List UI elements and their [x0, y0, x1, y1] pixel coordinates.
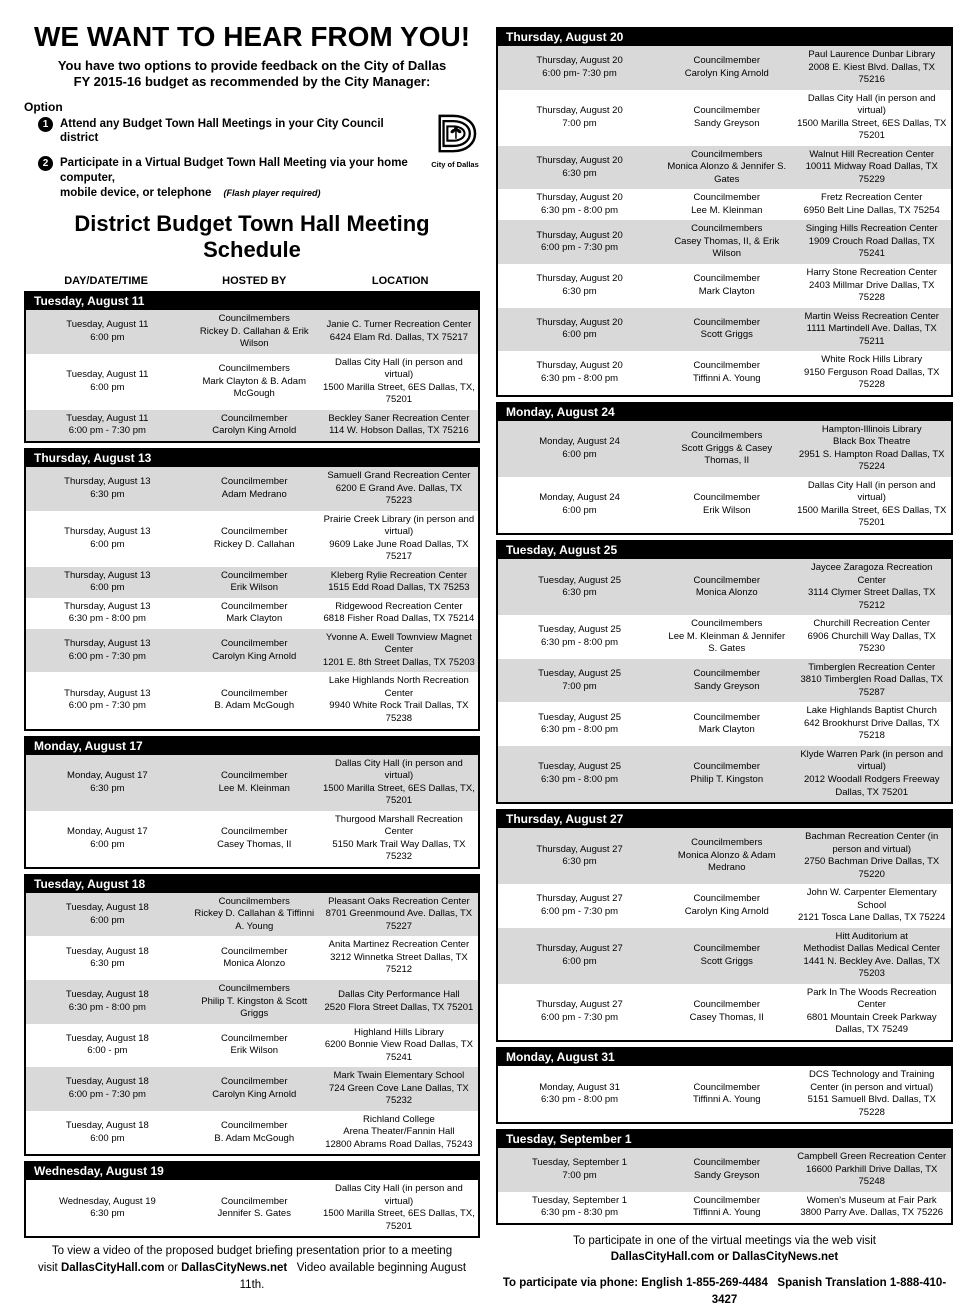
meeting-hosted-by: Councilmember Sandy Greyson [693, 105, 761, 129]
meeting-row [26, 511, 478, 567]
meeting-location: Pleasant Oaks Recreation Center 8701 Greenmound Ave. Dallas, TX 75227 [325, 895, 473, 932]
meeting-day-date-time: Thursday, August 20 6:30 pm [536, 154, 623, 179]
table-column-headers [24, 275, 480, 287]
meeting-hosted-by: Councilmembers Rickey D. Callahan & Tiffinni A. Young [194, 895, 315, 932]
meeting-hosted-by: Councilmembers Monica Alonzo & Jennifer S. Gates [667, 148, 787, 185]
logo-caption: City of Dallas [431, 159, 479, 169]
meeting-hosted-by: Councilmember Scott Griggs [693, 316, 761, 341]
meeting-location: Dallas City Hall (in person and virtual) 1500 Marilla Street, 6ES Dallas, TX 75201 [797, 92, 947, 142]
meeting-location: Lake Highlands North Recreation Center 9940 White Rock Trail Dallas, TX 75238 [328, 675, 469, 724]
meeting-row [498, 984, 951, 1040]
meeting-row [26, 755, 478, 811]
footer-line [24, 1243, 480, 1260]
meeting-location: Ridgewood Recreation Center 6818 Fisher Road Dallas, TX 75214 [323, 600, 475, 625]
meeting-hosted-by: Councilmember Carolyn King Arnold [684, 55, 769, 79]
meeting-location: Dallas City Hall (in person and virtual) 1500 Marilla Street, 6ES Dallas, TX, 75201 [322, 356, 475, 406]
meeting-location: Highland Hills Library 6200 Bonnie View Road Dallas, TX 75241 [324, 1026, 473, 1063]
schedule-section [24, 736, 480, 869]
meeting-location: Women's Museum at Fair Park 3800 Parry Ave. Dallas, TX 75226 [800, 1194, 944, 1219]
meeting-hosted-by: Councilmember Tiffinni A. Young [692, 1194, 761, 1219]
section-date-header: Tuesday, August 11 [26, 293, 478, 310]
meeting-row [498, 90, 951, 146]
footer-line [496, 1233, 953, 1250]
meeting-location: Harry Stone Recreation Center 2403 Millmar Drive Dallas, TX 75228 [806, 266, 937, 304]
option-text: Participate in a Virtual Budget Town Hall Meeting via your home computer, mobile device, or telephone (Flash player required) [60, 157, 408, 200]
meeting-hosted-by: Councilmember Sandy Greyson [693, 1157, 761, 1181]
option-label: Option [24, 99, 63, 114]
footer-line [24, 1260, 480, 1293]
meeting-day-date-time: Tuesday, August 11 6:00 pm [66, 319, 149, 343]
left-footer-note [24, 1243, 480, 1293]
meeting-row [26, 629, 478, 673]
meeting-hosted-by: Councilmember Erik Wilson [220, 1032, 288, 1057]
meeting-day-date-time: Thursday, August 20 6:00 pm - 7:30 pm [536, 229, 623, 254]
meeting-day-date-time: Tuesday, August 18 6:30 pm - 8:00 pm [65, 989, 149, 1013]
meeting-row [498, 264, 951, 308]
section-date-header: Tuesday, August 18 [26, 876, 478, 893]
section-date-header: Thursday, August 20 [498, 29, 951, 46]
meeting-day-date-time: Monday, August 17 6:30 pm [67, 770, 148, 794]
meeting-row [498, 928, 951, 984]
meeting-location: Singing Hills Recreation Center 1909 Crouch Road Dallas, TX 75241 [805, 223, 938, 260]
footer-text-segment: DallasCityHall.com [60, 1262, 165, 1275]
meeting-row [498, 559, 951, 615]
option-text: Attend any Budget Town Hall Meetings in your City Council district [60, 117, 384, 145]
options-block [24, 117, 480, 202]
footer-text-segment: To view a video of the proposed budget briefing presentation prior to a meeting [51, 1245, 453, 1258]
meeting-hosted-by: Councilmember B. Adam McGough [214, 687, 295, 712]
meeting-day-date-time: Monday, August 24 6:00 pm [539, 436, 620, 460]
meeting-day-date-time: Thursday, August 20 6:00 pm- 7:30 pm [536, 55, 623, 79]
meeting-day-date-time: Thursday, August 13 6:30 pm - 8:00 pm [64, 600, 151, 625]
meeting-location: Dallas City Hall (in person and virtual) 1500 Marilla Street, 6ES Dallas, TX, 75201 [322, 1183, 475, 1232]
section-date-header: Tuesday, September 1 [498, 1131, 951, 1148]
footer-text-segment: DallasCityNews.net [181, 1262, 288, 1275]
option-2 [38, 156, 418, 201]
option-1 [38, 117, 418, 147]
column-header-day-date-time: DAY/DATE/TIME [64, 275, 148, 288]
meeting-location: Prairie Creek Library (in person and virtual) 9609 Lake June Road Dallas, TX 75217 [323, 513, 475, 563]
meeting-day-date-time: Monday, August 17 6:00 pm [67, 826, 148, 850]
meeting-day-date-time: Thursday, August 27 6:00 pm - 7:30 pm [536, 893, 623, 917]
meeting-row [26, 310, 478, 354]
meeting-day-date-time: Tuesday, August 25 6:30 pm - 8:00 pm [538, 624, 621, 648]
footer-text-segment: DallasCityHall.com or DallasCityNews.net [610, 1251, 839, 1264]
meeting-hosted-by: Councilmember Monica Alonzo [220, 945, 288, 970]
meeting-row [26, 410, 478, 441]
meeting-hosted-by: Councilmember Rickey D. Callahan [213, 526, 295, 550]
meeting-day-date-time: Wednesday, August 19 6:30 pm [58, 1195, 156, 1220]
page-title: WE WANT TO HEAR FROM YOU! [33, 21, 471, 52]
footer-text-segment: Video available beginning August 11th. [239, 1262, 467, 1291]
meeting-day-date-time: Tuesday, August 25 6:30 pm - 8:00 pm [538, 761, 621, 785]
meeting-day-date-time: Thursday, August 20 6:30 pm - 8:00 pm [536, 192, 623, 216]
meeting-row [26, 811, 478, 867]
meeting-hosted-by: Councilmembers Philip T. Kingston & Scott Griggs [201, 982, 308, 1020]
meeting-day-date-time: Thursday, August 20 6:30 pm [536, 273, 623, 297]
column-header-location: LOCATION [371, 275, 429, 288]
meeting-hosted-by: Councilmembers Scott Griggs & Casey Thomas, II [681, 430, 773, 467]
meeting-row [498, 1192, 951, 1223]
meeting-location: Yvonne A. Ewell Townview Magnet Center 1201 E. 8th Street Dallas, TX 75203 [322, 631, 475, 668]
schedule-section [24, 874, 480, 1157]
meeting-day-date-time: Tuesday, August 11 6:00 pm [66, 369, 149, 393]
meeting-location: Dallas City Hall (in person and virtual) 1500 Marilla Street, 6ES Dallas, TX, 75201 [322, 757, 475, 807]
option-number-badge-icon: 2 [38, 156, 53, 171]
footer-line [496, 1275, 953, 1308]
meeting-day-date-time: Monday, August 31 6:30 pm - 8:00 pm [539, 1081, 620, 1106]
left-column [24, 0, 480, 1293]
meeting-location: Hampton-Illinois Library Black Box Theatre 2951 S. Hampton Road Dallas, TX 75224 [798, 423, 945, 473]
meeting-location: Klyde Warren Park (in person and virtual) 2012 Woodall Rodgers Freeway Dallas, TX 75201 [800, 748, 944, 798]
meeting-day-date-time: Tuesday, August 18 6:00 pm [65, 1120, 149, 1144]
meeting-row [498, 146, 951, 190]
meeting-hosted-by: Councilmember Adam Medrano [220, 476, 288, 500]
meeting-hosted-by: Councilmembers Lee M. Kleinman & Jennifer S. Gates [668, 618, 786, 655]
meeting-day-date-time: Thursday, August 27 6:30 pm [536, 843, 623, 868]
right-column [496, 27, 953, 1308]
section-date-header: Monday, August 17 [26, 738, 478, 755]
meeting-day-date-time: Thursday, August 13 6:30 pm [64, 476, 151, 500]
footer-text-segment: To participate via phone: English 1-855-269-4484 Spanish Translation 1-888-410-3427 [502, 1277, 947, 1306]
meeting-location: Beckley Saner Recreation Center 114 W. Hobson Dallas, TX 75216 [328, 412, 470, 437]
subtitle-line-1: You have two options to provide feedback on the City of Dallas [57, 58, 447, 73]
schedule-section [496, 540, 953, 804]
meeting-row [26, 980, 478, 1024]
meeting-day-date-time: Thursday, August 13 6:00 pm - 7:30 pm [64, 687, 151, 712]
meeting-row [498, 1148, 951, 1192]
meeting-location: Anita Martinez Recreation Center 3212 Winnetka Street Dallas, TX 75212 [328, 939, 470, 976]
meeting-hosted-by: Councilmember Mark Clayton [220, 600, 288, 625]
meeting-hosted-by: Councilmember Sandy Greyson [693, 667, 761, 692]
meeting-row [498, 702, 951, 746]
meeting-location: Janie C. Turner Recreation Center 6424 Elam Rd. Dallas, TX 75217 [326, 319, 472, 343]
section-date-header: Thursday, August 27 [498, 811, 951, 828]
meeting-hosted-by: Councilmembers Casey Thomas, II, & Erik Wilson [674, 223, 780, 260]
meeting-day-date-time: Tuesday, August 11 6:00 pm - 7:30 pm [66, 412, 149, 437]
meeting-row [26, 598, 478, 629]
meeting-row [26, 567, 478, 598]
option-number-badge-icon: 1 [38, 117, 53, 132]
meeting-row [26, 1180, 478, 1236]
right-footer-note [496, 1233, 953, 1308]
meeting-location: DCS Technology and Training Center (in person and virtual) 5151 Samuell Blvd. Dallas, TX 75228 [807, 1069, 936, 1118]
meeting-day-date-time: Tuesday, September 1 6:30 pm - 8:30 pm [532, 1194, 628, 1219]
schedule-title: District Budget Town Hall Meeting Schedule [74, 211, 430, 263]
meeting-location: Walnut Hill Recreation Center 10011 Midway Road Dallas, TX 75229 [805, 148, 938, 185]
schedule-section [496, 1129, 953, 1225]
meeting-location: Fretz Recreation Center 6950 Belt Line Dallas, TX 75254 [803, 192, 940, 216]
meeting-location: Richland College Arena Theater/Fannin Hall 12800 Abrams Road Dallas, 75243 [325, 1113, 473, 1150]
meeting-row [498, 746, 951, 802]
meeting-hosted-by: Councilmember Philip T. Kingston [690, 761, 764, 785]
meeting-row [26, 1111, 478, 1155]
section-date-header: Tuesday, August 25 [498, 542, 951, 559]
meeting-row [498, 615, 951, 659]
section-date-header: Wednesday, August 19 [26, 1163, 478, 1180]
meeting-row [498, 828, 951, 884]
meeting-hosted-by: Councilmember Carolyn King Arnold [684, 893, 769, 917]
meeting-location: Dallas City Performance Hall 2520 Flora Street Dallas, TX 75201 [324, 989, 474, 1013]
schedule-section [496, 402, 953, 535]
meeting-hosted-by: Councilmember Casey Thomas, II [217, 826, 292, 850]
options-list [24, 117, 418, 202]
option-note: (Flash player required) [223, 188, 321, 199]
meeting-day-date-time: Thursday, August 20 7:00 pm [536, 105, 623, 129]
meeting-location: Kleberg Rylie Recreation Center 1515 Edd Road Dallas, TX 75253 [328, 569, 470, 594]
meeting-location: Churchill Recreation Center 6906 Churchill Way Dallas, TX 75230 [807, 618, 936, 655]
meeting-location: Campbell Green Recreation Center 16600 Parkhill Drive Dallas, TX 75248 [797, 1151, 947, 1188]
meeting-row [498, 477, 951, 533]
meeting-day-date-time: Tuesday, August 25 6:30 pm - 8:00 pm [538, 711, 621, 736]
footer-text-segment: To participate in one of the virtual meetings via the web visit [573, 1234, 876, 1247]
column-header-hosted-by: HOSTED BY [222, 275, 287, 288]
meeting-day-date-time: Thursday, August 20 6:00 pm [536, 316, 623, 341]
meeting-row [498, 189, 951, 220]
meeting-hosted-by: Councilmembers Mark Clayton & B. Adam McGough [202, 363, 306, 400]
dallas-d-tree-icon [430, 142, 480, 159]
meeting-hosted-by: Councilmember B. Adam McGough [214, 1120, 295, 1144]
meeting-hosted-by: Councilmember Lee M. Kleinman [691, 192, 763, 216]
meeting-row [498, 659, 951, 703]
section-date-header: Thursday, August 13 [26, 450, 478, 467]
meeting-location: Hitt Auditorium at Methodist Dallas Medical Center 1441 N. Beckley Ave. Dallas, TX 75203 [803, 930, 941, 980]
meeting-hosted-by: Councilmember Mark Clayton [693, 711, 761, 736]
meeting-location: Bachman Recreation Center (in person and virtual) 2750 Bachman Drive Dallas, TX 75220 [804, 831, 940, 880]
meeting-day-date-time: Thursday, August 13 6:00 pm - 7:30 pm [64, 638, 151, 662]
meeting-hosted-by: Councilmember Casey Thomas, II [689, 999, 764, 1023]
meeting-day-date-time: Thursday, August 27 6:00 pm [536, 943, 623, 967]
section-date-header: Monday, August 24 [498, 404, 951, 421]
schedule-section [496, 809, 953, 1042]
schedule-section [496, 1047, 953, 1124]
meeting-hosted-by: Councilmember Monica Alonzo [693, 574, 761, 599]
schedule-section [24, 448, 480, 731]
meeting-day-date-time: Monday, August 24 6:00 pm [539, 492, 620, 516]
meeting-hosted-by: Councilmember Tiffinni A. Young [692, 1081, 761, 1106]
meeting-location: Samuell Grand Recreation Center 6200 E Grand Ave. Dallas, TX 75223 [327, 469, 471, 507]
meeting-row [498, 308, 951, 352]
meeting-location: Park In The Woods Recreation Center 6801 Mountain Creek Parkway Dallas, TX 75249 [806, 986, 937, 1036]
meeting-location: Timberglen Recreation Center 3810 Timberglen Road Dallas, TX 75287 [800, 661, 943, 698]
meeting-location: Martin Weiss Recreation Center 1111 Martindell Ave. Dallas, TX 75211 [804, 310, 939, 347]
city-of-dallas-logo [422, 113, 488, 169]
meeting-row [26, 354, 478, 410]
meeting-hosted-by: Councilmember Erik Wilson [693, 492, 761, 516]
meeting-hosted-by: Councilmember Mark Clayton [693, 273, 761, 297]
meeting-day-date-time: Thursday, August 20 6:30 pm - 8:00 pm [536, 360, 623, 384]
meeting-day-date-time: Tuesday, August 18 6:30 pm [65, 945, 149, 970]
meeting-hosted-by: Councilmember Jennifer S. Gates [217, 1195, 291, 1220]
meeting-row [26, 936, 478, 980]
meeting-hosted-by: Councilmember Carolyn King Arnold [212, 638, 297, 662]
meeting-row [498, 46, 951, 90]
meeting-hosted-by: Councilmember Carolyn King Arnold [212, 1076, 297, 1100]
meeting-day-date-time: Tuesday, August 18 6:00 pm [65, 902, 149, 926]
meeting-location: Thurgood Marshall Recreation Center 5150 Mark Trail Way Dallas, TX 75232 [332, 813, 466, 863]
meeting-day-date-time: Tuesday, August 18 6:00 - pm [65, 1032, 149, 1057]
meeting-row [26, 1067, 478, 1111]
schedule-section [24, 291, 480, 443]
schedule-section [24, 1161, 480, 1238]
meeting-location: White Rock Hills Library 9150 Ferguson Road Dallas, TX 75228 [803, 354, 940, 391]
left-schedule-sections [24, 291, 480, 1238]
meeting-row [498, 421, 951, 477]
meeting-row [26, 1024, 478, 1068]
meeting-row [498, 884, 951, 928]
schedule-section [496, 27, 953, 397]
footer-text-segment: or [164, 1262, 182, 1275]
meeting-day-date-time: Tuesday, August 18 6:00 pm - 7:30 pm [65, 1076, 149, 1100]
meeting-day-date-time: Tuesday, August 25 7:00 pm [538, 667, 621, 692]
footer-line [496, 1249, 953, 1266]
meeting-location: Dallas City Hall (in person and virtual) 1500 Marilla Street, 6ES Dallas, TX 75201 [797, 479, 947, 529]
meeting-hosted-by: Councilmember Erik Wilson [220, 569, 288, 594]
meeting-day-date-time: Tuesday, August 25 6:30 pm [538, 574, 621, 599]
meeting-location: John W. Carpenter Elementary School 2121 Tosca Lane Dallas, TX 75224 [797, 887, 946, 924]
meeting-hosted-by: Councilmembers Monica Alonzo & Adam Medrano [677, 837, 776, 874]
meeting-location: Mark Twain Elementary School 724 Green Cove Lane Dallas, TX 75232 [329, 1070, 469, 1107]
meeting-row [498, 220, 951, 264]
meeting-hosted-by: Councilmember Scott Griggs [693, 943, 761, 967]
right-schedule-sections [496, 27, 953, 1225]
meeting-day-date-time: Thursday, August 13 6:00 pm [64, 569, 151, 594]
meeting-location: Lake Highlands Baptist Church 642 Brookhurst Drive Dallas, TX 75218 [803, 705, 940, 742]
meeting-day-date-time: Tuesday, September 1 7:00 pm [532, 1157, 628, 1181]
meeting-hosted-by: Councilmembers Rickey D. Callahan & Erik Wilson [199, 313, 309, 350]
meeting-location: Jaycee Zaragoza Recreation Center 3114 Clymer Street Dallas, TX 75212 [808, 562, 936, 611]
meeting-row [498, 351, 951, 395]
page-subtitle [24, 58, 480, 91]
meeting-row [498, 1066, 951, 1122]
meeting-day-date-time: Thursday, August 13 6:00 pm [64, 526, 151, 550]
meeting-row [26, 467, 478, 511]
footer-text-segment: visit [37, 1262, 61, 1275]
section-date-header: Monday, August 31 [498, 1049, 951, 1066]
meeting-row [26, 672, 478, 728]
meeting-location: Paul Laurence Dunbar Library 2008 E. Kiest Blvd. Dallas, TX 75216 [808, 49, 936, 86]
meeting-day-date-time: Thursday, August 27 6:00 pm - 7:30 pm [536, 999, 623, 1023]
meeting-hosted-by: Councilmember Lee M. Kleinman [218, 770, 290, 794]
subtitle-line-2: FY 2015-16 budget as recommended by the City Manager: [73, 74, 431, 90]
meeting-hosted-by: Councilmember Carolyn King Arnold [212, 412, 297, 437]
meeting-hosted-by: Councilmember Tiffinni A. Young [692, 360, 761, 384]
